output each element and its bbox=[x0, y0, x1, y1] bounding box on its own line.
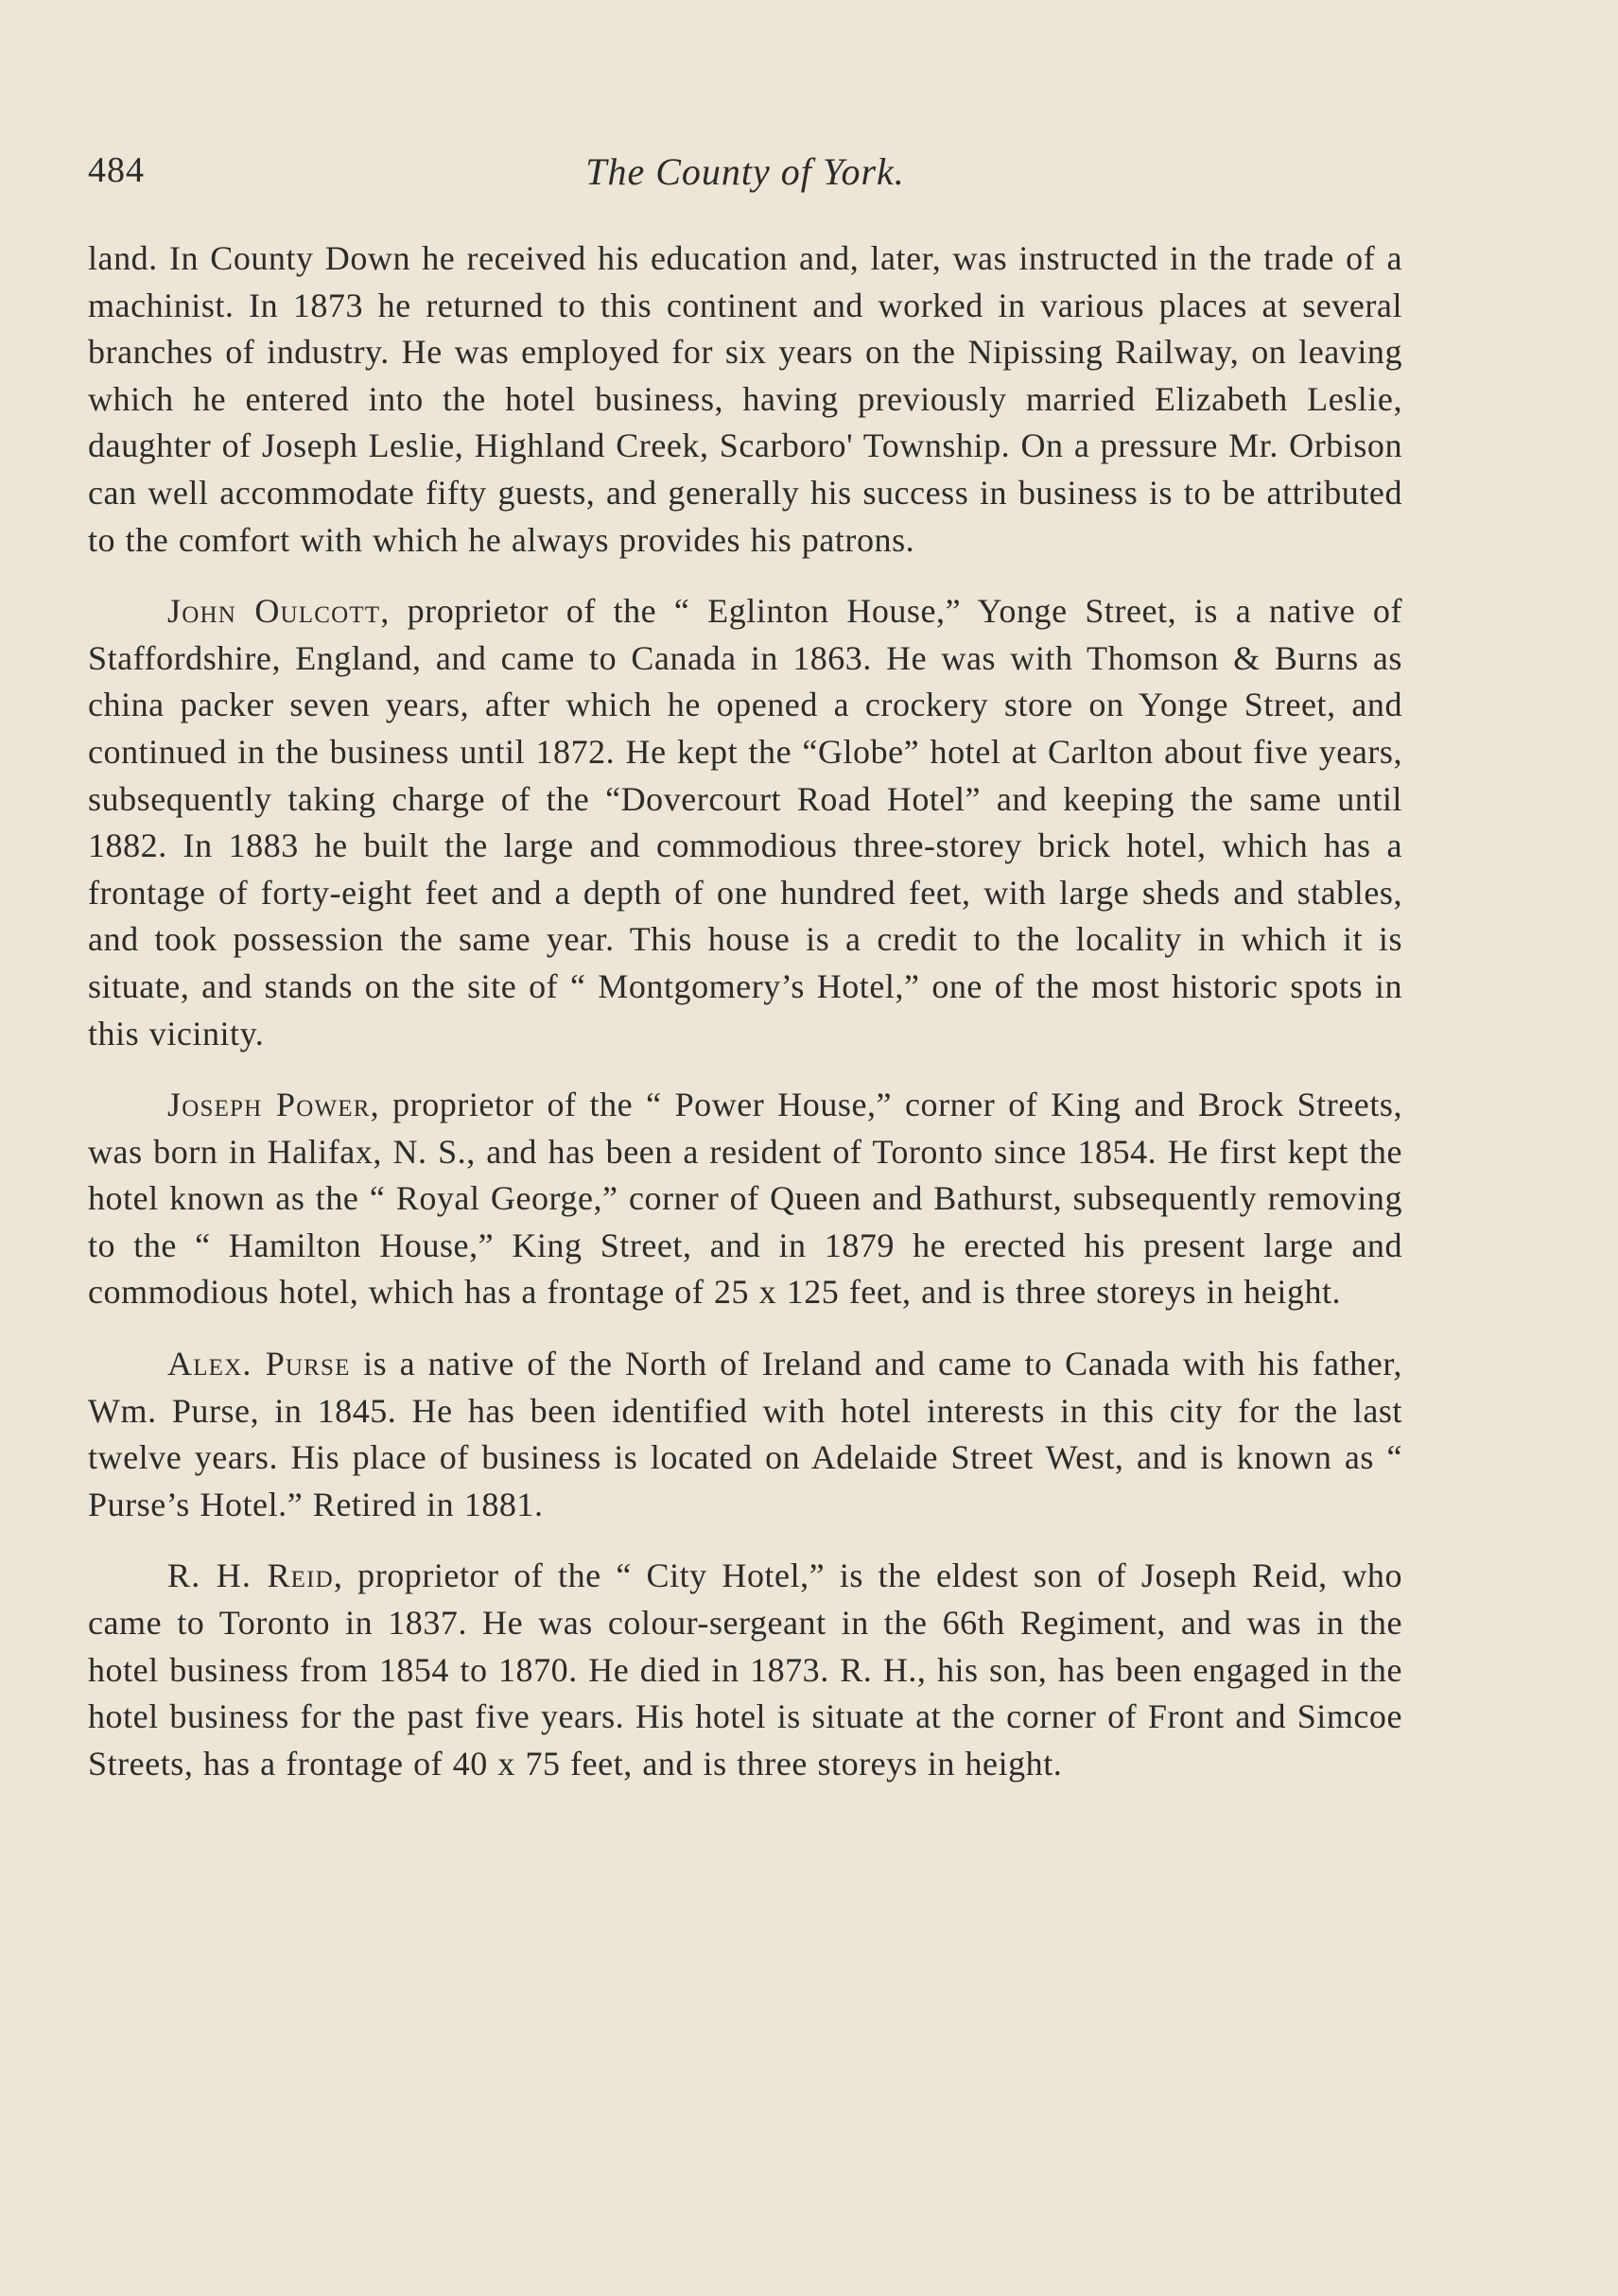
page-header bbox=[88, 149, 1402, 206]
paragraph-text: , proprietor of the “ City Hotel,” is the eldest son of Joseph Reid, who came to Toronto in 1837. He was colour-sergeant in the 66th Regiment, and was in the hotel business from 1854 to 1870. He died in 1873. R. H., his son, has been engaged in the hotel business for the past five years. His hotel is situate at the corner of Front and Simcoe Streets, has a frontage of 40 x 75 feet, and is three storeys in height. bbox=[88, 1557, 1403, 1783]
paragraph-john-oulcott bbox=[88, 588, 1402, 1057]
paragraph-alex-purse bbox=[88, 1341, 1402, 1528]
paragraph-joseph-power bbox=[88, 1082, 1402, 1316]
paragraph-rh-reid bbox=[88, 1553, 1402, 1787]
paragraph-continuation bbox=[88, 235, 1402, 564]
running-title: The County of York. bbox=[585, 150, 905, 193]
paragraph-text: land. In County Down he received his education and, later, was instructed in the trade of a machinist. In 1873 he returned to this continent and worked in various places at several branches of industry. He was employed for six years on the Nipissing Railway, on leaving which he entered into the hotel business, having previously married Elizabeth Leslie, daughter of Joseph Leslie, Highland Creek, Scarboro' Township. On a pressure Mr. Orbison can well accommodate fifty guests, and generally his success in business is to be attributed to the comfort with which he always provides his patrons. bbox=[88, 239, 1402, 559]
entry-name: R. H. Reid bbox=[167, 1557, 334, 1595]
paragraph-text: , proprietor of the “ Eglinton House,” Yonge Street, is a native of Staffordshire, England, and came to Canada in 1863. He was with Thomson & Burns as china packer seven years, after which he opened a crockery store on Yonge Street, and continued in the business until 1872. He kept the “Globe” hotel at Carlton about five years, subsequently taking charge of the “Dovercourt Road Hotel” and keeping the same until 1882. In 1883 he built the large and commodious three-storey brick hotel, which has a frontage of forty-eight feet and a depth of one hundred feet, with large sheds and stables, and took possession the same year. This house is a credit to the locality in which it is situate, and stands on the site of “ Montgomery’s Hotel,” one of the most historic spots in this vicinity. bbox=[88, 592, 1403, 1052]
paragraph-text: , proprietor of the “ Power House,” corner of King and Brock Streets, was born in Halifax, N. S., and has been a resident of Toronto since 1854. He first kept the hotel known as the “ Royal George,” corner of Queen and Bathurst, subsequently removing to the “ Hamilton House,” King Street, and in 1879 he erected his present large and commodious hotel, which has a frontage of 25 x 125 feet, and is three storeys in height. bbox=[88, 1086, 1402, 1312]
page-number: 484 bbox=[88, 150, 145, 190]
entry-name: Joseph Power bbox=[167, 1086, 371, 1124]
entry-name: John Oulcott bbox=[167, 592, 381, 631]
paragraph-text: is a native of the North of Ireland and came to Canada with his father, Wm. Purse, in 1845. He has been identified with hotel interests in this city for the last twelve years. His place of business is located on Adelaide Street West, and is known as “ Purse’s Hotel.” Retired in 1881. bbox=[88, 1345, 1402, 1523]
entry-name: Alex. Purse bbox=[167, 1345, 351, 1383]
body-text bbox=[88, 235, 1402, 1787]
